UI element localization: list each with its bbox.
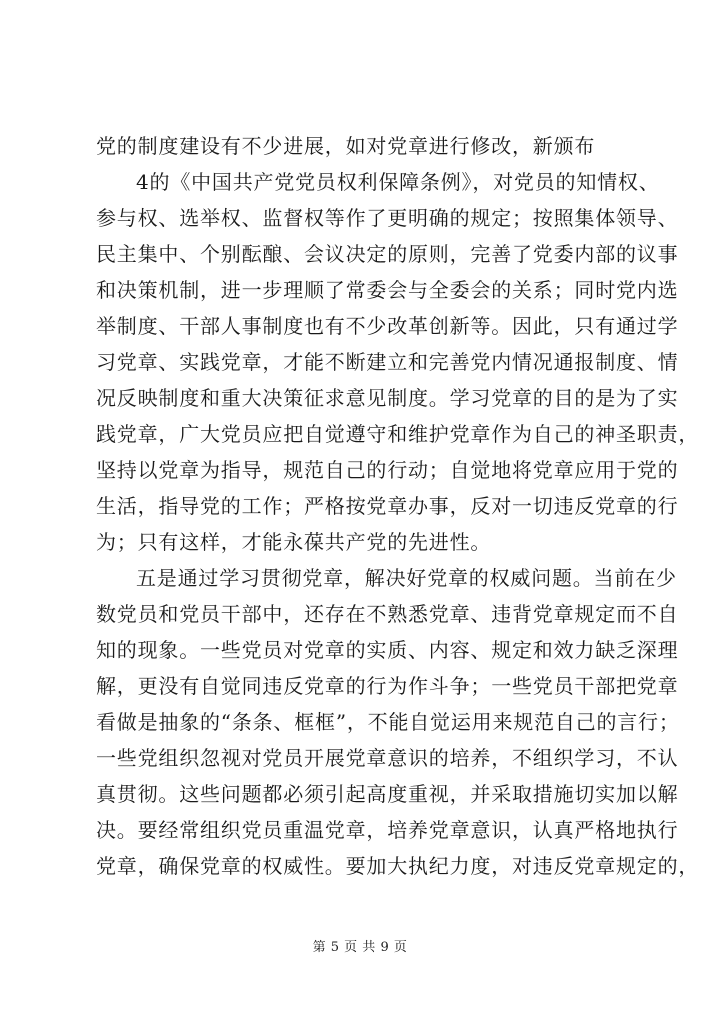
text-line: 一些党组织忽视对党员开展党章意识的培养，不组织学习，不认 [96,746,679,770]
text-line: 和决策机制，进一步理顺了常委会与全委会的关系；同时党内选 [96,278,679,302]
text-line: 党的制度建设有不少进展，如对党章进行修改，新颁布 [96,134,596,158]
text-line: 党章，确保党章的权威性。要加大执纪力度，对违反党章规定的， [96,854,700,878]
text-line: 看做是抽象的“条条、框框”，不能自觉运用来规范自己的言行； [96,710,680,734]
text-line: 习党章、实践党章，才能不断建立和完善党内情况通报制度、情 [96,350,679,374]
text-line: 况反映制度和重大决策征求意见制度。学习党章的目的是为了实 [96,386,679,410]
text-line: 解，更没有自觉同违反党章的行为作斗争；一些党员干部把党章 [96,674,679,698]
text-line: 生活，指导党的工作；严格按党章办事，反对一切违反党章的行 [96,494,679,518]
text-line: 知的现象。一些党员对党章的实质、内容、规定和效力缺乏深理 [96,638,679,662]
text-line: 践党章，广大党员应把自觉遵守和维护党章作为自己的神圣职责， [96,422,700,446]
text-line: 坚持以党章为指导，规范自己的行动；自觉地将党章应用于党的 [96,458,679,482]
text-line: 数党员和党员干部中，还存在不熟悉党章、违背党章规定而不自 [96,602,679,626]
page-number-footer: 第 5 页 共 9 页 [312,940,408,955]
text-line: 五是通过学习贯彻党章，解决好党章的权威问题。当前在少 [136,566,677,590]
text-line: 参与权、选举权、监督权等作了更明确的规定；按照集体领导、 [96,206,679,230]
text-line: 4的《中国共产党党员权利保障条例》，对党员的知情权、 [136,170,660,194]
text-line: 为；只有这样，才能永葆共产党的先进性。 [96,530,492,554]
text-line: 真贯彻。这些问题都必须引起高度重视，并采取措施切实加以解 [96,782,679,806]
text-line: 民主集中、个别酝酿、会议决定的原则，完善了党委内部的议事 [96,242,679,266]
text-line: 举制度、干部人事制度也有不少改革创新等。因此，只有通过学 [96,314,679,338]
text-line: 决。要经常组织党员重温党章，培养党章意识，认真严格地执行 [96,818,679,842]
